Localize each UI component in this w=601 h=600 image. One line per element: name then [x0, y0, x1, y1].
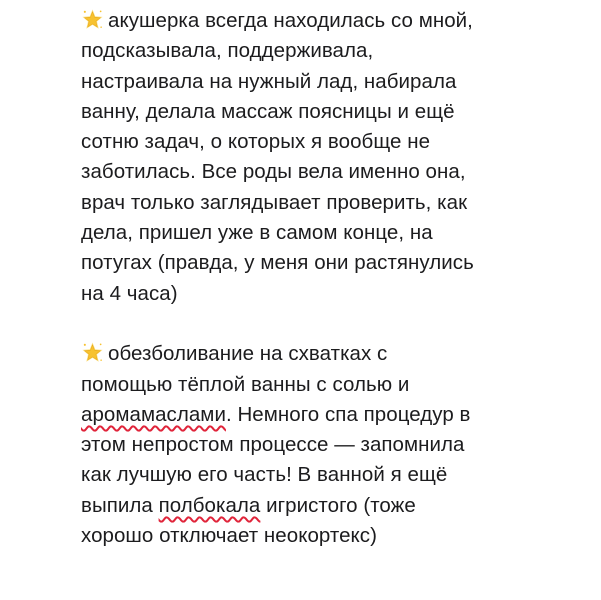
text-run: настраивала на нужный лад, набирала — [81, 69, 457, 93]
glowing-star-icon — [81, 341, 104, 364]
text-line — [81, 460, 581, 490]
text-run: игристого (тоже — [260, 493, 416, 517]
text-run: подсказывала, поддерживала, — [81, 39, 374, 63]
text-run: помощью тёплой ванны с солью и — [81, 372, 410, 396]
text-run: заботилась. Все роды вела именно она, — [81, 160, 466, 184]
paragraph-midwife — [81, 6, 581, 309]
text-run: врач только заглядывает проверить, как — [81, 190, 468, 214]
text-line — [81, 97, 581, 127]
text-run: сотню задач, о которых я вообще не — [81, 130, 431, 154]
text-line — [81, 218, 581, 248]
text-line — [81, 6, 581, 36]
text-line — [81, 248, 581, 278]
note-body — [81, 6, 581, 551]
glowing-star-icon — [81, 8, 104, 31]
paragraph-pain-relief — [81, 339, 581, 551]
text-line — [81, 521, 581, 551]
misspelled-word[interactable]: полбокала — [158, 493, 261, 517]
text-run: на 4 часа) — [81, 281, 178, 305]
text-run: дела, пришел уже в самом конце, на — [81, 221, 433, 245]
text-run: выпила — [81, 493, 159, 517]
text-line — [81, 400, 581, 430]
text-line — [81, 430, 581, 460]
text-line — [81, 157, 581, 187]
text-run: обезболивание на схватках с — [108, 342, 388, 366]
text-run: как лучшую его часть! В ванной я ещё — [81, 463, 448, 487]
text-line — [81, 188, 581, 218]
text-line — [81, 370, 581, 400]
text-run: этом непростом процессе — запомнила — [81, 433, 465, 457]
text-line — [81, 36, 581, 66]
text-run: акушерка всегда находилась со мной, — [108, 9, 473, 32]
text-line — [81, 491, 581, 521]
misspelled-word[interactable]: аромамаслами — [81, 402, 226, 426]
text-line — [81, 67, 581, 97]
text-line — [81, 339, 581, 369]
text-line — [81, 127, 581, 157]
text-run: . Немного спа процедур в — [225, 402, 471, 426]
text-run: потугах (правда, у меня они растянулись — [81, 251, 474, 275]
text-run: хорошо отключает неокортекс) — [81, 524, 377, 548]
text-line — [81, 279, 581, 309]
text-run: ванну, делала массаж поясницы и ещё — [81, 99, 455, 123]
